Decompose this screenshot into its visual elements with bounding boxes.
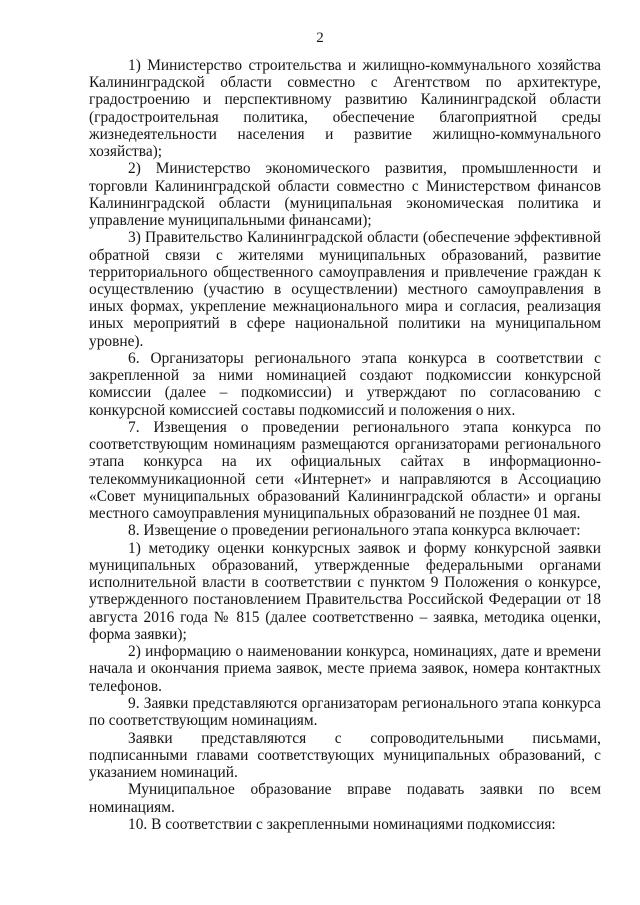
paragraph-section-7: 7. Извещения о проведении регионального этапа конкурса по соответствующим номинациям размещаются организаторами регионального этапа конкурса на их официальных сайтах в информационно-телекоммуникационной сети «Интернет» и направляются в Ассоциацию «Совет муниципальных образований Калининградской области» и органы местного самоуправления муниципальных образований не позднее 01 мая. (89, 419, 601, 523)
paragraph-section-9-note-1: Заявки представляются с сопроводительными письмами, подписанными главами соответствующих муниципальных образований, с указанием номинаций. (89, 729, 601, 782)
page-number: 2 (316, 30, 324, 46)
paragraph-section-10: 10. В соответствии с закрепленными номинациями подкомиссия: (128, 816, 556, 833)
paragraph-list-item-1: 1) Министерство строительства и жилищно-коммунального хозяйства Калининградской области совместно с Агентством по архитектуре, градостроению и перспективному развитию Калининградской области (градостроительная политика, обеспечение благоприятной среды жизнедеятельности населения и развитие жилищно-коммунального хозяйства); (89, 57, 601, 161)
paragraph-section-9-note-2: Муниципальное образование вправе подавать заявки по всем номинациям. (89, 781, 601, 816)
document-body (89, 57, 601, 833)
paragraph-list-item-3: 3) Правительство Калининградской области (обеспечение эффективной обратной связи с жителями муниципальных образований, развитие территориального общественного самоуправления и привлечение граждан к осуществлению (участию в осуществлении) местного самоуправления в иных формах, укрепление межнационального мира и согласия, реализация иных мероприятий в сфере национальной политики на муниципальном уровне). (89, 229, 601, 350)
paragraph-section-6: 6. Организаторы регионального этапа конкурса в соответствии с закрепленной за ними номинацией создают подкомиссии конкурсной комиссии (далее – подкомиссии) и утверждают по согласованию с конкурсной комиссией составы подкомиссий и положения о них. (89, 350, 601, 419)
paragraph-section-8-item-1: 1) методику оценки конкурсных заявок и форму конкурсной заявки муниципальных образований, утвержденные федеральными органами исполнительной власти в соответствии с пунктом 9 Положения о конкурсе, утвержденного постановлением Правительства Российской Федерации от 18 августа 2016 года № 815 (далее соответственно – заявка, методика оценки, форма заявки); (89, 539, 601, 643)
paragraph-section-9: 9. Заявки представляются организаторам регионального этапа конкурса по соответствующим номинациям. (89, 695, 601, 730)
paragraph-section-8-item-2: 2) информацию о наименовании конкурса, номинациях, дате и времени начала и окончания приема заявок, месте приема заявок, номера контактных телефонов. (89, 643, 601, 695)
paragraph-section-8: 8. Извещение о проведении регионального этапа конкурса включает: (128, 522, 581, 540)
paragraph-list-item-2: 2) Министерство экономического развития, промышленности и торговли Калининградской области совместно с Министерством финансов Калининградской области (муниципальная экономическая политика и управление муниципальными финансами); (89, 160, 601, 230)
